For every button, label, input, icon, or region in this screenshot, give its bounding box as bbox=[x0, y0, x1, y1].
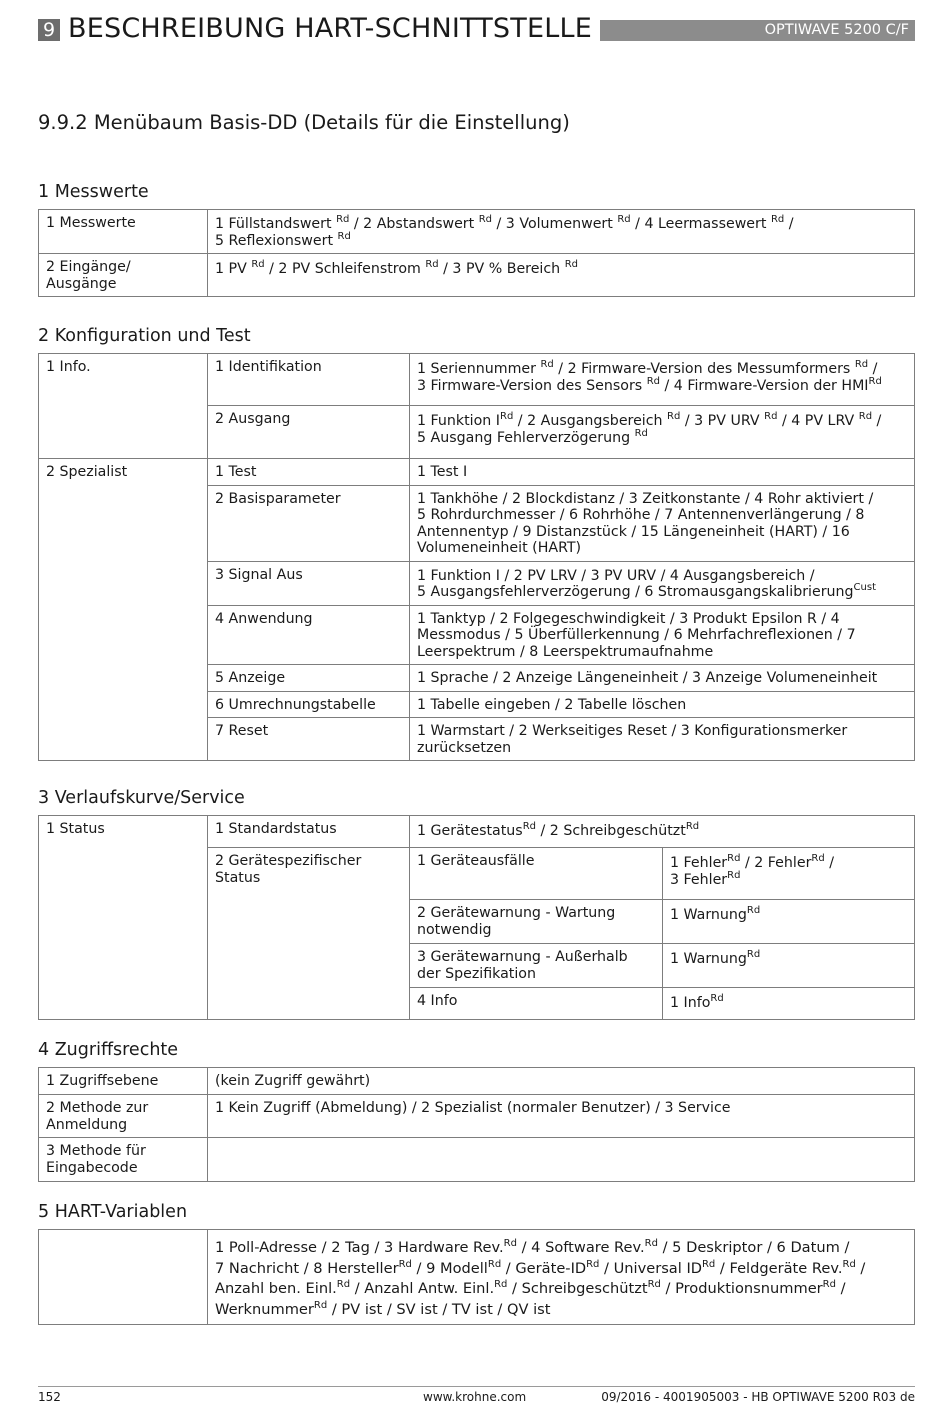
text-fragment: / 3 Volumenwert bbox=[492, 216, 618, 232]
row-value bbox=[663, 944, 915, 988]
row-value bbox=[663, 900, 915, 944]
table-row bbox=[39, 561, 915, 605]
row-subsublabel: 3 Gerätewarnung - Außerhalb der Spezifikation bbox=[410, 944, 663, 988]
text-fragment: 3 Fehler bbox=[670, 871, 728, 888]
rd-superscript: Rd bbox=[646, 375, 660, 387]
table-row bbox=[39, 1068, 915, 1095]
table-zugriffsrechte bbox=[38, 1067, 915, 1182]
row-sublabel: 4 Anwendung bbox=[208, 605, 410, 665]
rd-superscript: Rd bbox=[398, 1258, 412, 1270]
text-fragment: 1 Poll-Adresse / 2 Tag / 3 Hardware Rev. bbox=[215, 1239, 504, 1256]
row-value bbox=[410, 406, 915, 459]
text-fragment: / 3 PV % Bereich bbox=[438, 261, 565, 277]
rd-superscript: Rd bbox=[701, 1258, 716, 1270]
row-value bbox=[208, 254, 915, 297]
text-fragment: / 3 PV URV bbox=[680, 413, 765, 429]
section-title-konfiguration: 2 Konfiguration und Test bbox=[38, 326, 251, 346]
row-value bbox=[410, 816, 915, 848]
row-subsublabel: 4 Info bbox=[410, 988, 663, 1020]
rd-superscript: Rd bbox=[764, 411, 778, 422]
text-fragment: 1 Warnung bbox=[670, 907, 747, 923]
rd-superscript: Rd bbox=[487, 1258, 502, 1270]
row-value: 1 Kein Zugriff (Abmeldung) / 2 Spezialist (normaler Benutzer) / 3 Service bbox=[208, 1095, 915, 1138]
table-row bbox=[39, 406, 915, 459]
text-fragment: 5 Ausgangsfehlerverzögerung / 6 Stromausgangskalibrierung bbox=[417, 584, 854, 600]
table-verlaufskurve bbox=[38, 815, 915, 1020]
chapter-number: 9 bbox=[38, 19, 60, 41]
text-fragment: / 2 Abstandswert bbox=[349, 216, 479, 232]
text-fragment: / Schreibgeschützt bbox=[507, 1280, 648, 1297]
chapter-title: BESCHREIBUNG HART-SCHNITTSTELLE bbox=[68, 13, 592, 44]
text-fragment: / Anzahl Antw. Einl. bbox=[350, 1280, 495, 1297]
footer-url: www.krohne.com bbox=[423, 1390, 527, 1404]
table-row bbox=[39, 459, 915, 486]
rd-superscript: Rd bbox=[667, 411, 681, 422]
rd-superscript: Rd bbox=[586, 1258, 600, 1270]
row-value bbox=[663, 848, 915, 900]
row-sublabel: 3 Signal Aus bbox=[208, 561, 410, 605]
text-fragment: 3 Firmware-Version des Sensors bbox=[417, 377, 647, 394]
rd-superscript: Rd bbox=[313, 1299, 328, 1311]
text-fragment: / 4 PV LRV bbox=[777, 413, 859, 429]
table-row bbox=[39, 944, 915, 988]
rd-superscript: Rd bbox=[522, 821, 536, 832]
table-row bbox=[39, 605, 915, 665]
row-value: 1 Tanktyp / 2 Folgegeschwindigkeit / 3 Produkt Epsilon R / 4 Messmodus / 5 Überfüllerkennung / 6 Mehrfachreflexionen / 7 Leerspektrum / 8 Leerspektrumaufnahme bbox=[410, 605, 915, 665]
text-fragment: / Geräte-ID bbox=[501, 1259, 587, 1277]
row-value bbox=[208, 1230, 915, 1325]
rd-superscript: Rd bbox=[746, 949, 761, 960]
text-fragment: / Feldgeräte Rev. bbox=[715, 1259, 843, 1277]
rd-superscript: Rd bbox=[337, 230, 351, 242]
rd-superscript: Rd bbox=[811, 853, 825, 864]
text-fragment: / 2 PV Schleifenstrom bbox=[264, 261, 426, 277]
text-fragment: 1 Funktion I / 2 PV LRV / 3 PV URV / 4 Ausgangsbereich / bbox=[417, 567, 815, 584]
text-fragment: Werknummer bbox=[215, 1300, 314, 1318]
text-fragment: / PV ist / SV ist / TV ist / QV ist bbox=[327, 1300, 551, 1318]
row-sublabel: 6 Umrechnungstabelle bbox=[208, 691, 410, 718]
text-fragment: / Produktionsnummer bbox=[660, 1280, 823, 1297]
table-row bbox=[39, 354, 915, 406]
rd-superscript: Rd bbox=[685, 821, 700, 832]
rd-superscript: Rd bbox=[858, 411, 873, 422]
row-subsublabel: 2 Gerätewarnung - Wartung notwendig bbox=[410, 900, 663, 944]
section-title-hart-variablen: 5 HART-Variablen bbox=[38, 1202, 188, 1222]
page-number: 152 bbox=[38, 1390, 61, 1404]
cust-superscript: Cust bbox=[853, 582, 876, 593]
text-fragment: / 2 Firmware-Version des Messumformers bbox=[553, 361, 855, 377]
footer-document-id: 09/2016 - 4001905003 - HB OPTIWAVE 5200 R03 de bbox=[601, 1390, 915, 1404]
table-row bbox=[39, 1138, 915, 1182]
text-fragment: / 2 Fehler bbox=[740, 855, 812, 871]
product-name: OPTIWAVE 5200 C/F bbox=[600, 20, 915, 41]
rd-superscript: Rd bbox=[822, 1279, 836, 1290]
text-fragment: 1 PV bbox=[215, 261, 252, 277]
table-row bbox=[39, 485, 915, 561]
rd-superscript: Rd bbox=[336, 214, 350, 225]
rd-superscript: Rd bbox=[425, 259, 439, 270]
row-value: 1 Tankhöhe / 2 Blockdistanz / 3 Zeitkonstante / 4 Rohr aktiviert / 5 Rohrdurchmesser / 6 Rohrhöhe / 7 Antennenverlängerung / 8 Antennentyp / 9 Distanzstück / 15 Längeneinheit (HART) / 16 Volumeneinheit (HART) bbox=[410, 485, 915, 561]
row-value: (kein Zugriff gewährt) bbox=[208, 1068, 915, 1095]
table-row bbox=[39, 848, 915, 900]
table-row bbox=[39, 665, 915, 692]
table-row bbox=[39, 254, 915, 297]
row-sublabel: 1 Identifikation bbox=[208, 354, 410, 406]
rd-superscript: Rd bbox=[770, 214, 785, 225]
table-row bbox=[39, 691, 915, 718]
rd-superscript: Rd bbox=[854, 359, 869, 370]
text-fragment: / 4 Leermassewert bbox=[630, 216, 771, 232]
rd-superscript: Rd bbox=[710, 993, 724, 1004]
text-fragment: / bbox=[868, 361, 878, 377]
table-row bbox=[39, 1095, 915, 1138]
rd-superscript: Rd bbox=[746, 905, 761, 916]
text-fragment: / 4 Firmware-Version der HMI bbox=[660, 377, 869, 394]
row-label: 1 Messwerte bbox=[39, 210, 208, 254]
section-title-zugriffsrechte: 4 Zugriffsrechte bbox=[38, 1040, 179, 1060]
row-value: 1 Sprache / 2 Anzeige Längeneinheit / 3 Anzeige Volumeneinheit bbox=[410, 665, 915, 692]
row-sublabel: 1 Test bbox=[208, 459, 410, 486]
row-label: 2 Spezialist bbox=[39, 459, 208, 486]
row-value bbox=[410, 354, 915, 406]
text-fragment: / 4 Software Rev. bbox=[516, 1239, 645, 1256]
section-title-verlaufskurve: 3 Verlaufskurve/Service bbox=[38, 788, 245, 808]
rd-superscript: Rd bbox=[647, 1279, 661, 1290]
text-fragment: 7 Nachricht / 8 Hersteller bbox=[215, 1259, 399, 1277]
rd-superscript: Rd bbox=[478, 214, 492, 225]
row-sublabel: 2 Ausgang bbox=[208, 406, 410, 459]
text-fragment: / 5 Deskriptor / 6 Datum / bbox=[657, 1239, 850, 1256]
row-value: 1 Tabelle eingeben / 2 Tabelle löschen bbox=[410, 691, 915, 718]
row-label: 1 Zugriffsebene bbox=[39, 1068, 208, 1095]
row-sublabel: 1 Standardstatus bbox=[208, 816, 410, 848]
row-label: 2 Methode zur Anmeldung bbox=[39, 1095, 208, 1138]
rd-superscript: Rd bbox=[564, 259, 578, 270]
text-fragment: / bbox=[855, 1259, 866, 1277]
row-sublabel: 5 Anzeige bbox=[208, 665, 410, 692]
rd-superscript: Rd bbox=[540, 359, 554, 370]
text-fragment: / bbox=[824, 855, 834, 871]
row-sublabel: 2 Gerätespezifischer Status bbox=[208, 848, 410, 900]
text-fragment: / bbox=[872, 413, 882, 429]
rd-superscript: Rd bbox=[503, 1238, 517, 1249]
row-sublabel: 7 Reset bbox=[208, 718, 410, 761]
text-fragment: / Universal ID bbox=[599, 1259, 702, 1277]
row-label: 3 Methode für Eingabecode bbox=[39, 1138, 208, 1182]
row-label: 1 Status bbox=[39, 816, 208, 848]
page-header bbox=[38, 13, 915, 44]
row-value bbox=[208, 210, 915, 254]
text-fragment: 1 Warnung bbox=[670, 951, 747, 967]
row-subsublabel: 1 Geräteausfälle bbox=[410, 848, 663, 900]
table-konfiguration bbox=[38, 353, 915, 761]
text-fragment: 1 Fehler bbox=[670, 855, 728, 871]
section-subtitle: 9.9.2 Menübaum Basis-DD (Details für die Einstellung) bbox=[38, 111, 570, 134]
table-messwerte bbox=[38, 209, 915, 297]
text-fragment: 1 Funktion I bbox=[417, 413, 500, 429]
text-fragment: / 2 Ausgangsbereich bbox=[513, 413, 668, 429]
text-fragment: 5 Ausgang Fehlerverzögerung bbox=[417, 429, 635, 446]
row-value bbox=[410, 561, 915, 605]
rd-superscript: Rd bbox=[617, 214, 631, 225]
table-hart-variablen bbox=[38, 1229, 915, 1325]
table-row bbox=[39, 988, 915, 1020]
table-row bbox=[39, 1230, 915, 1325]
text-fragment: / bbox=[784, 216, 794, 232]
rd-superscript: Rd bbox=[336, 1279, 351, 1290]
rd-superscript: Rd bbox=[634, 427, 648, 439]
table-row bbox=[39, 718, 915, 761]
footer-divider bbox=[38, 1386, 915, 1387]
section-title-messwerte: 1 Messwerte bbox=[38, 182, 149, 202]
text-fragment: 5 Reflexionswert bbox=[215, 232, 338, 249]
rd-superscript: Rd bbox=[500, 411, 514, 422]
row-sublabel: 2 Basisparameter bbox=[208, 485, 410, 561]
text-fragment: / 9 Modell bbox=[411, 1259, 488, 1277]
row-label: 2 Eingänge/ Ausgänge bbox=[39, 254, 208, 297]
table-row bbox=[39, 210, 915, 254]
rd-superscript: Rd bbox=[494, 1279, 508, 1290]
row-value bbox=[663, 988, 915, 1020]
rd-superscript: Rd bbox=[727, 869, 741, 881]
rd-superscript: Rd bbox=[842, 1258, 856, 1270]
rd-superscript: Rd bbox=[868, 375, 882, 387]
row-value: 1 Test I bbox=[410, 459, 915, 486]
text-fragment: 1 Info bbox=[670, 995, 711, 1011]
text-fragment: 1 Füllstandswert bbox=[215, 216, 337, 232]
rd-superscript: Rd bbox=[644, 1238, 658, 1249]
text-fragment: 1 Gerätestatus bbox=[417, 823, 523, 839]
rd-superscript: Rd bbox=[727, 853, 741, 864]
text-fragment: Anzahl ben. Einl. bbox=[215, 1280, 337, 1297]
text-fragment: 1 Seriennummer bbox=[417, 361, 541, 377]
text-fragment: / 2 Schreibgeschützt bbox=[535, 823, 686, 839]
text-fragment: / bbox=[835, 1280, 846, 1297]
table-row bbox=[39, 816, 915, 848]
table-row bbox=[39, 900, 915, 944]
row-label: 1 Info. bbox=[39, 354, 208, 406]
row-value: 1 Warmstart / 2 Werkseitiges Reset / 3 Konfigurationsmerker zurücksetzen bbox=[410, 718, 915, 761]
rd-superscript: Rd bbox=[251, 259, 265, 270]
